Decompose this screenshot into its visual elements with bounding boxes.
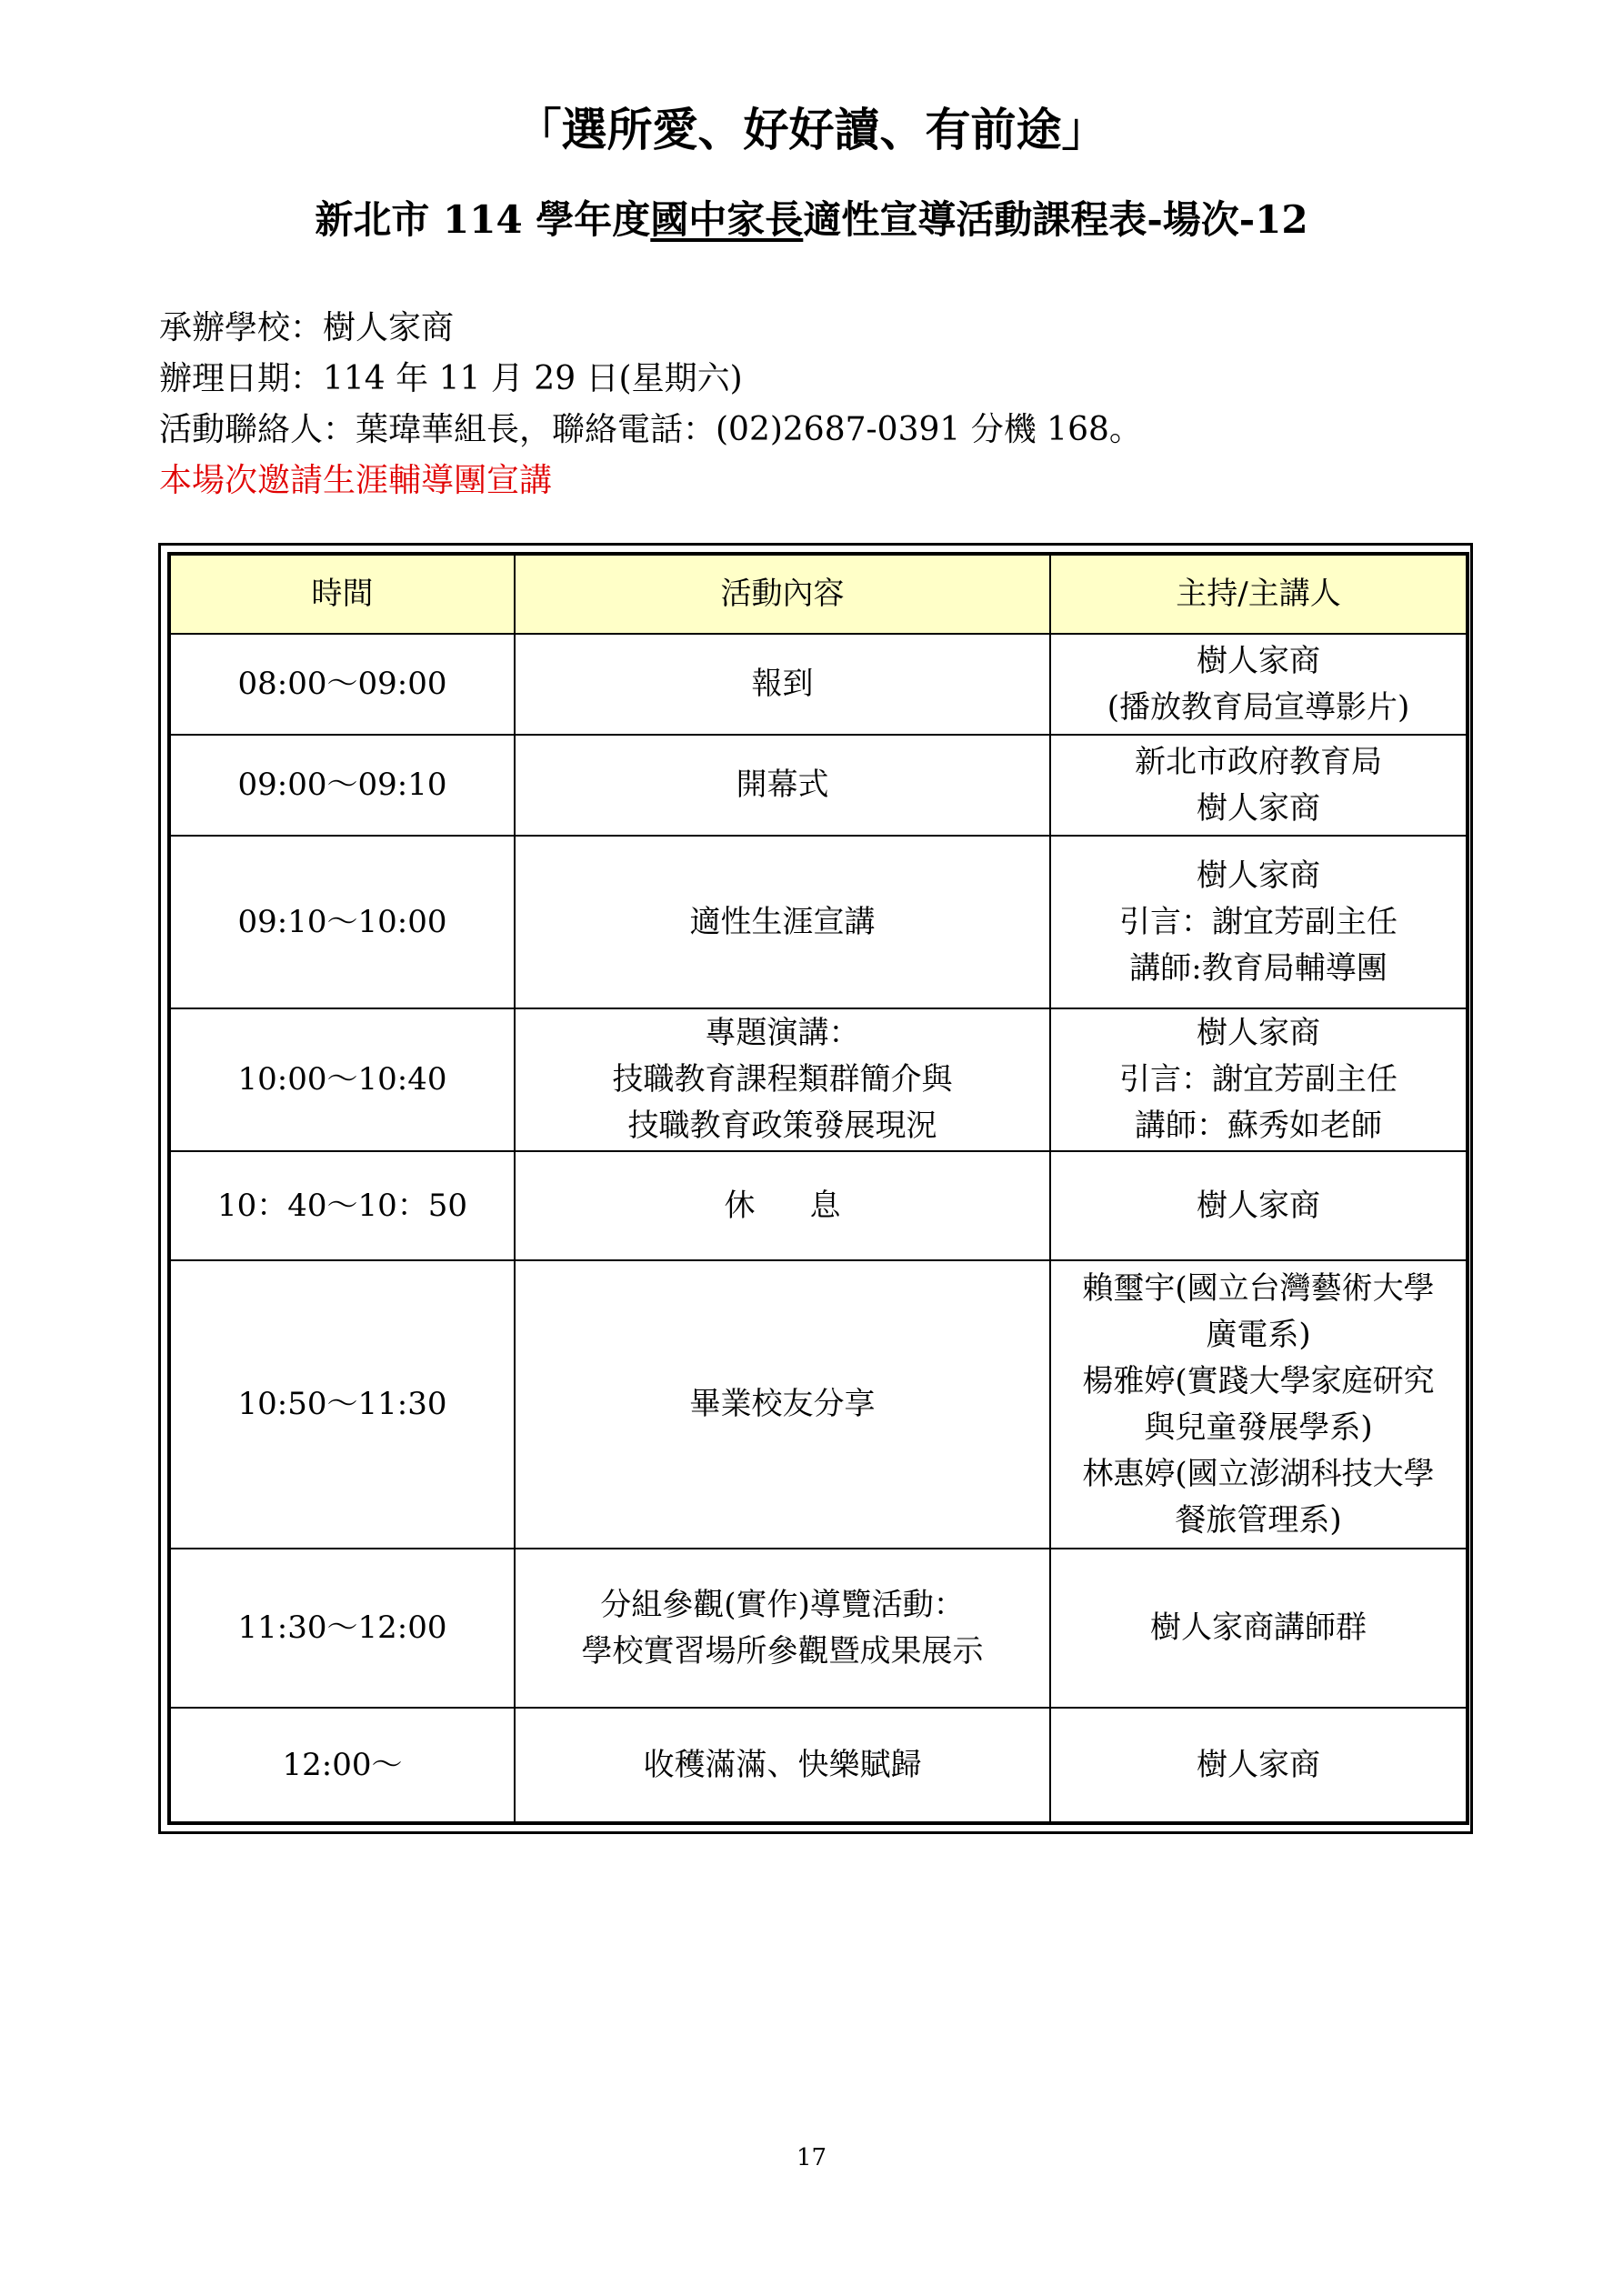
subtitle-underlined: 國中家長 bbox=[650, 197, 804, 242]
content-line: 分組參觀(實作)導覽活動： bbox=[600, 1586, 965, 1623]
host-line: (播放教育局宣導影片) bbox=[1107, 688, 1410, 726]
content-cell bbox=[515, 634, 1050, 735]
table-row bbox=[169, 1708, 1468, 1823]
host-cell bbox=[1050, 836, 1468, 1008]
content-line: 適性生涯宣講 bbox=[689, 903, 876, 940]
table-row bbox=[169, 836, 1468, 1008]
content-cell bbox=[515, 836, 1050, 1008]
host-line: 引言：謝宜芳副主任 bbox=[1119, 903, 1398, 940]
host-line: 樹人家商 bbox=[1197, 1015, 1320, 1051]
page-title: 「選所愛、好好讀、有前途」 bbox=[516, 103, 1107, 156]
host-school: 承辦學校：樹人家商 bbox=[159, 309, 455, 346]
host-line: 講師：蘇秀如老師 bbox=[1135, 1108, 1382, 1144]
host-line: 餐旅管理系) bbox=[1175, 1501, 1342, 1539]
content-cell bbox=[515, 1549, 1050, 1708]
host-line: 新北市政府教育局 bbox=[1135, 743, 1382, 780]
time-cell: 11:30～12:00 bbox=[169, 1549, 515, 1708]
content-cell bbox=[515, 1008, 1050, 1151]
host-line: 林惠婷(國立澎湖科技大學 bbox=[1082, 1455, 1435, 1492]
content-line: 技職教育課程類群簡介與 bbox=[612, 1061, 953, 1098]
content-cell bbox=[515, 1260, 1050, 1549]
host-line: 講師:教育局輔導團 bbox=[1129, 949, 1388, 987]
host-cell bbox=[1050, 1260, 1468, 1549]
time-cell: 09:10～10:00 bbox=[169, 836, 515, 1008]
host-line: 樹人家商 bbox=[1197, 789, 1320, 827]
schedule-table bbox=[167, 552, 1469, 1825]
content-line: 開幕式 bbox=[736, 767, 829, 803]
content-line: 學校實習場所參觀暨成果展示 bbox=[581, 1632, 984, 1669]
notice-text: 本場次邀請生涯輔導團宣講 bbox=[159, 462, 553, 499]
event-date: 辦理日期：114 年 11 月 29 日(星期六) bbox=[159, 360, 743, 397]
content-cell bbox=[515, 1151, 1050, 1260]
host-line: 樹人家商 bbox=[1197, 857, 1320, 894]
host-line: 樹人家商講師群 bbox=[1150, 1609, 1367, 1646]
host-line: 與兒童發展學系) bbox=[1144, 1409, 1373, 1446]
content-line: 專題演講： bbox=[705, 1015, 860, 1051]
content-line: 畢業校友分享 bbox=[689, 1386, 876, 1422]
host-cell bbox=[1050, 1708, 1468, 1823]
table-header-row bbox=[169, 554, 1468, 634]
page-subtitle bbox=[0, 193, 1623, 247]
host-cell bbox=[1050, 735, 1468, 836]
host-line: 樹人家商 bbox=[1197, 1746, 1320, 1783]
content-line: 休息 bbox=[724, 1187, 896, 1224]
table-row bbox=[169, 735, 1468, 836]
host-line: 樹人家商 bbox=[1197, 642, 1320, 679]
time-cell: 10：40～10：50 bbox=[169, 1151, 515, 1260]
content-line: 技職教育政策發展現況 bbox=[627, 1108, 937, 1144]
host-cell bbox=[1050, 1151, 1468, 1260]
event-info bbox=[159, 303, 1478, 506]
host-line: 樹人家商 bbox=[1197, 1187, 1320, 1224]
time-cell: 08:00～09:00 bbox=[169, 634, 515, 735]
header-content: 活動內容 bbox=[515, 554, 1050, 634]
content-line: 報到 bbox=[751, 666, 814, 702]
host-line: 引言：謝宜芳副主任 bbox=[1119, 1061, 1398, 1098]
time-cell: 09:00～09:10 bbox=[169, 735, 515, 836]
subtitle-suffix: 適性宣導活動課程表-場次-12 bbox=[803, 197, 1308, 242]
table-row bbox=[169, 1260, 1468, 1549]
contact-person: 活動聯絡人：葉瑋華組長，聯絡電話：(02)2687-0391 分機 168。 bbox=[159, 411, 1142, 448]
content-line: 收穫滿滿、快樂賦歸 bbox=[643, 1746, 922, 1783]
table-row bbox=[169, 1008, 1468, 1151]
subtitle-prefix: 新北市 114 學年度 bbox=[315, 197, 651, 242]
content-cell bbox=[515, 735, 1050, 836]
host-line: 廣電系) bbox=[1206, 1316, 1311, 1353]
header-time: 時間 bbox=[169, 554, 515, 634]
header-host: 主持/主講人 bbox=[1050, 554, 1468, 634]
time-cell: 12:00～ bbox=[169, 1708, 515, 1823]
time-cell: 10:50～11:30 bbox=[169, 1260, 515, 1549]
table-row bbox=[169, 634, 1468, 735]
host-cell bbox=[1050, 1008, 1468, 1151]
host-line: 楊雅婷(實踐大學家庭研究 bbox=[1082, 1362, 1435, 1399]
schedule-table-frame bbox=[158, 543, 1473, 1834]
host-line: 賴璽宇(國立台灣藝術大學 bbox=[1082, 1269, 1435, 1307]
table-row bbox=[169, 1549, 1468, 1708]
content-cell bbox=[515, 1708, 1050, 1823]
host-cell bbox=[1050, 1549, 1468, 1708]
time-cell: 10:00～10:40 bbox=[169, 1008, 515, 1151]
page-number: 17 bbox=[796, 2144, 827, 2171]
host-cell bbox=[1050, 634, 1468, 735]
table-row bbox=[169, 1151, 1468, 1260]
